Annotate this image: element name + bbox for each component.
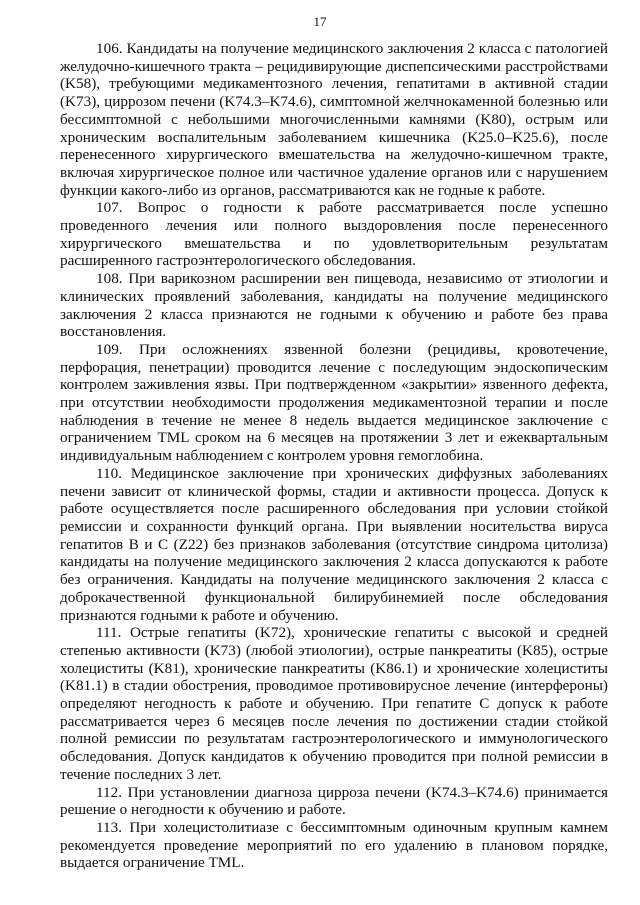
paragraph-111: 111. Острые гепатиты (K72), хронические гепатиты с высокой и средней степенью активности (K73) (любой этиологии), острые панкреатиты (K85), острые холециститы (K81), хронические панкреатиты (K86.1) и хронические холециститы (K81.1) в стадии обострения, проводимое противовирусное лечение (интерфероны) определяют негодность к работе и обучению. При гепатите C допуск к работе рассматривается через 6 месяцев после лечения по достижении стадии стойкой полной ремиссии по результатам гастроэнтерологического и иммунологического обследования. Допуск кандидатов к обучению проводится при полной ремиссии в течение последних 3 лет.: [60, 624, 608, 783]
paragraph-108: 108. При варикозном расширении вен пищевода, независимо от этиологии и клинических проявлений заболевания, кандидаты на получение медицинского заключения 2 класса признаются не годными к обучению и работе без права восстановления.: [60, 270, 608, 341]
paragraph-110: 110. Медицинское заключение при хронических диффузных заболеваниях печени зависит от клинической формы, стадии и активности процесса. Допуск к работе осуществляется после расширенного обследования при условии стойкой ремиссии и сохранности функций органа. При выявлении носительства вируса гепатитов B и C (Z22) без признаков заболевания (отсутствие синдрома цитолиза) кандидаты на получение медицинского заключения 2 класса допускаются к работе без ограничения. Кандидаты на получение медицинского заключения 2 класса с доброкачественной функциональной билирубинемией после обследования признаются годными к работе и обучению.: [60, 464, 608, 624]
paragraph-113: 113. При холецистолитиазе с бессимптомным одиночным крупным камнем рекомендуется проведение мероприятий по его удалению в плановом порядке, выдается ограничение TML.: [60, 818, 608, 872]
paragraph-107: 107. Вопрос о годности к работе рассматривается после успешно проведенного лечения или полного выздоровления после перенесенного хирургического вмешательства и по удовлетворительным результатам расширенного гастроэнтерологического обследования.: [60, 199, 608, 270]
document-body: [60, 40, 608, 872]
paragraph-112: 112. При установлении диагноза цирроза печени (K74.3–K74.6) принимается решение о негодности к обучению и работе.: [60, 783, 608, 819]
paragraph-106: 106. Кандидаты на получение медицинского заключения 2 класса с патологией желудочно-кишечного тракта – рецидивирующие диспепсическими расстройствами (K58), требующими медикаментозного лечения, гепатитами в активной стадии (K73), циррозом печени (K74.3–K74.6), симптомной желчнокаменной болезнью или бессимптомной с небольшими многочисленными камнями (K80), острым или хроническим воспалительным заболеванием кишечника (K25.0–K25.6), после перенесенного хирургического вмешательства на желудочно-кишечном тракте, включая хирургическое полное или частичное удаление органов или с нарушением функции какого-либо из органов, рассматриваются как не годные к работе.: [60, 40, 608, 199]
page-number: 17: [313, 14, 327, 29]
paragraph-109: 109. При осложнениях язвенной болезни (рецидивы, кровотечение, перфорация, пенетрации) проводится лечение с последующим эндоскопическим контролем заживления язвы. При подтвержденном «закрытии» язвенного дефекта, при отсутствии необходимости продолжения медикаментозной терапии и после наблюдения в течение не менее 8 недель выдается медицинское заключение с ограничением TML сроком на 6 месяцев на протяжении 3 лет и ежеквартальным индивидуальным наблюдением с контролем уровня гемоглобина.: [60, 340, 608, 465]
